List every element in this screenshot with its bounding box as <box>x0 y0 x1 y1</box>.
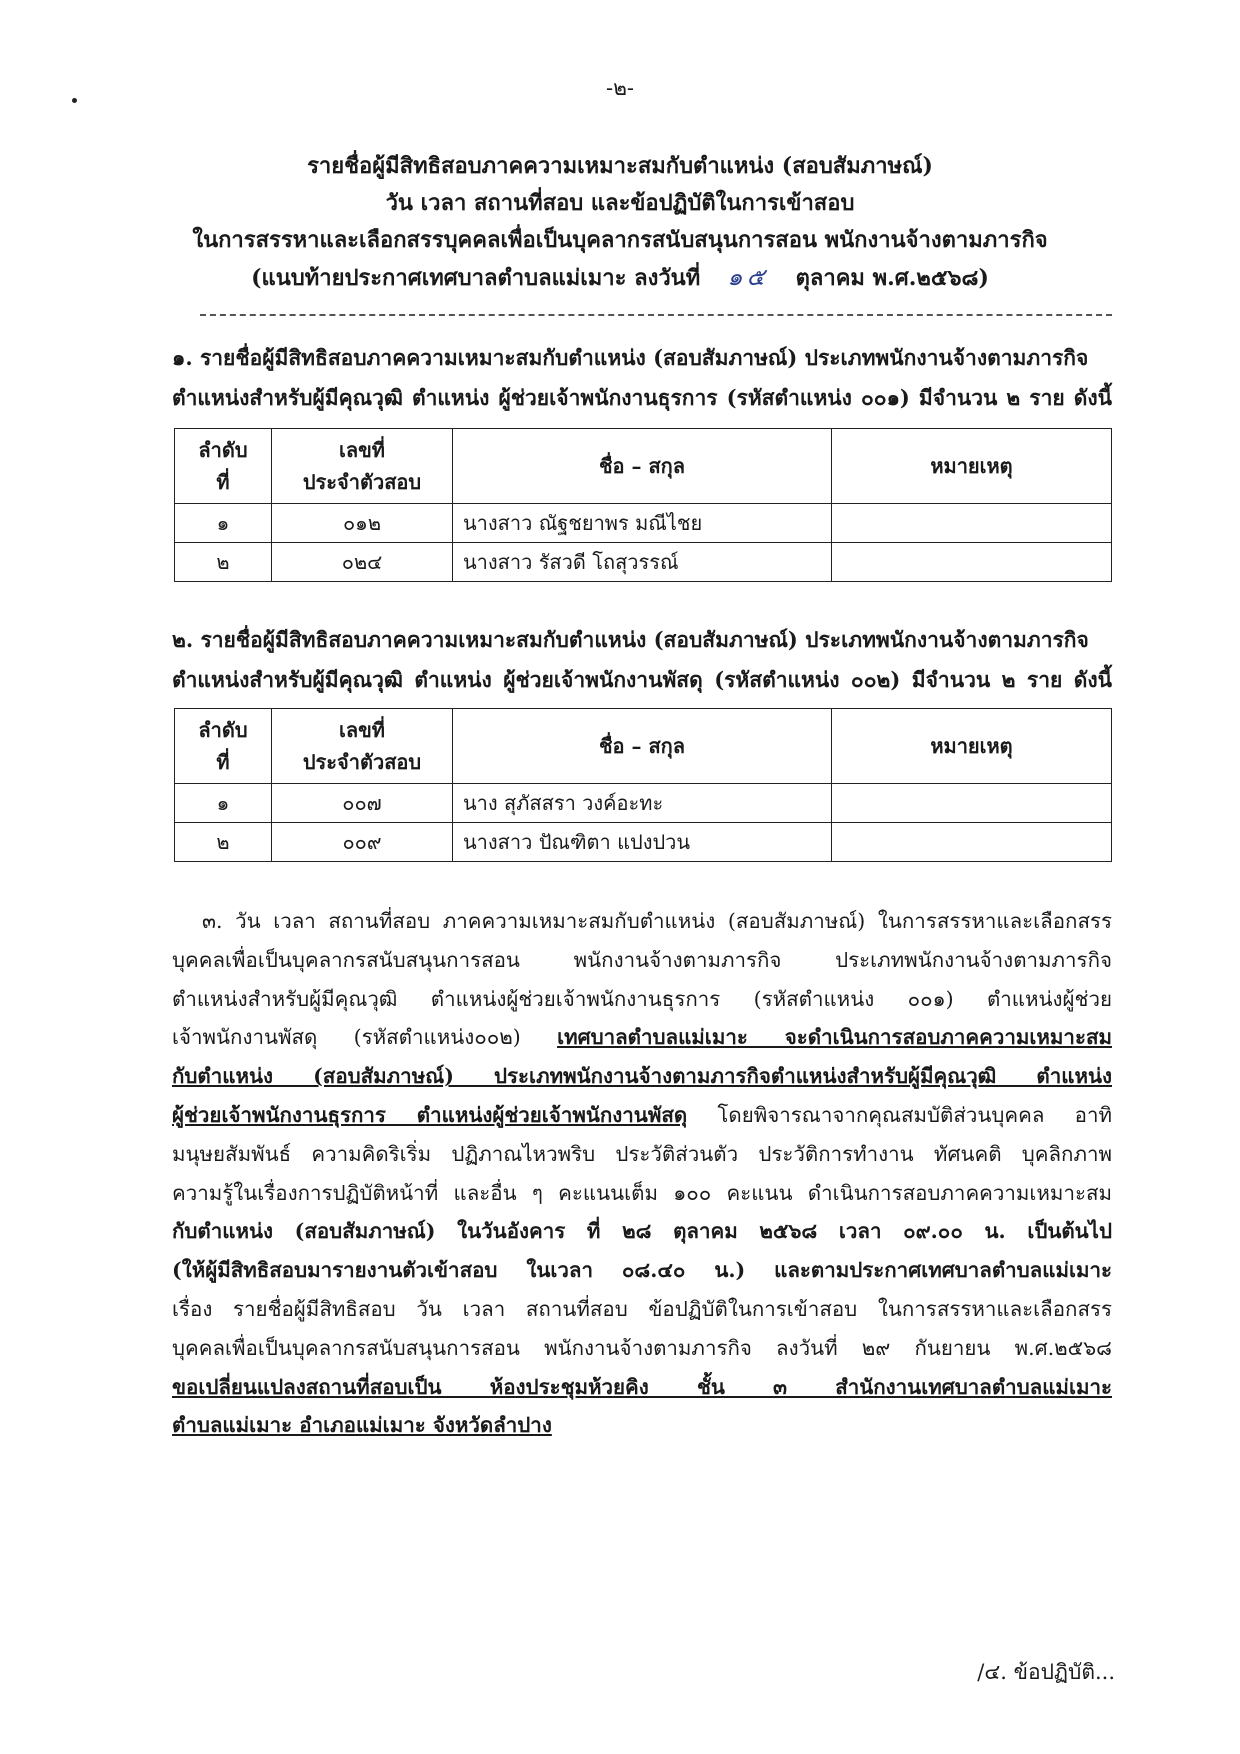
header-line-4 <box>0 259 1240 297</box>
section-3-line: เรื่อง รายชื่อผู้มีสิทธิสอบ วัน เวลา สถานที่สอบ ข้อปฏิบัติในการเข้าสอบ ในการสรรหาและเลือกสรร <box>172 1296 1112 1321</box>
cell-no: ๑ <box>175 504 272 543</box>
dashed-divider <box>200 314 1112 316</box>
section-3-line: (ให้ผู้มีสิทธิสอบมารายงานตัวเข้าสอบ ในเวลา ๐๘.๔๐ น.) และตามประกาศเทศบาลตำบลแม่เมาะ <box>172 1258 1112 1283</box>
column-header-note: หมายเหตุ <box>832 429 1112 504</box>
section-3-line <box>172 1368 1112 1407</box>
cell-note <box>832 784 1112 823</box>
table-header-row <box>175 709 1112 784</box>
table-row <box>175 823 1112 862</box>
section-1-table <box>174 428 1112 582</box>
section-2-heading <box>172 620 1112 700</box>
underlined-text: ตำบลแม่เมาะ อำเภอแม่เมาะ จังหวัดลำปาง <box>172 1413 552 1438</box>
cell-exam-id: ๐๐๗ <box>272 784 453 823</box>
column-header-exam-id: เลขที่ ประจำตัวสอบ <box>272 429 453 504</box>
table-row <box>175 504 1112 543</box>
cell-note <box>832 504 1112 543</box>
cell-name: นางสาว ณัฐชยาพร มณีไชย <box>453 504 832 543</box>
cell-no: ๒ <box>175 543 272 582</box>
section-3-line: เจ้าพนักงานพัสดุ (รหัสตำแหน่ง๐๐๒) เทศบาลตำบลแม่เมาะ จะดำเนินการสอบภาคความเหมาะสม <box>172 1025 1112 1050</box>
column-header-name: ชื่อ – สกุล <box>453 709 832 784</box>
section-3-line <box>172 1057 1112 1096</box>
column-header-name: ชื่อ – สกุล <box>453 429 832 504</box>
section-3-line: ความรู้ในเรื่องการปฏิบัติหน้าที่ และอื่น ๆ คะแนนเต็ม ๑๐๐ คะแนน ดำเนินการสอบภาคความเหมาะสม <box>172 1180 1112 1205</box>
section-2-heading-line-1: ๒. รายชื่อผู้มีสิทธิสอบภาคความเหมาะสมกับตำแหน่ง (สอบสัมภาษณ์) ประเภทพนักงานจ้างตามภารกิจ <box>172 627 1089 652</box>
section-1-heading-line-2: ตำแหน่งสำหรับผู้มีคุณวุฒิ ตำแหน่ง ผู้ช่วยเจ้าพนักงานธุรการ (รหัสตำแหน่ง ๐๐๑) มีจำนวน ๒ ราย ดังนี้ <box>172 385 1112 410</box>
cell-note <box>832 823 1112 862</box>
header-line-3: ในการสรรหาและเลือกสรรบุคคลเพื่อเป็นบุคลากรสนับสนุนการสอน พนักงานจ้างตามภารกิจ <box>192 227 1048 253</box>
cell-name: นางสาว รัสวดี โถสุวรรณ์ <box>453 543 832 582</box>
underlined-text: เทศบาลตำบลแม่เมาะ จะดำเนินการสอบภาคความเหมาะสม <box>557 1025 1112 1050</box>
section-3-line: ตำแหน่งสำหรับผู้มีคุณวุฒิ ตำแหน่งผู้ช่วยเจ้าพนักงานธุรการ (รหัสตำแหน่ง ๐๐๑) ตำแหน่งผู้ช่วย <box>172 986 1112 1011</box>
header-line-2: วัน เวลา สถานที่สอบ และข้อปฏิบัติในการเข้าสอบ <box>385 190 855 216</box>
header-line-4-prefix: (แนบท้ายประกาศเทศบาลตำบลแม่เมาะ ลงวันที่ <box>251 265 701 291</box>
section-3-line: บุคคลเพื่อเป็นบุคลากรสนับสนุนการสอน พนักงานจ้างตามภารกิจ ประเภทพนักงานจ้างตามภารกิจ <box>172 947 1112 972</box>
section-1-heading <box>172 338 1112 418</box>
underlined-text: ผู้ช่วยเจ้าพนักงานธุรการ ตำแหน่งผู้ช่วยเจ้าพนักงานพัสดุ <box>172 1102 688 1127</box>
table-row <box>175 543 1112 582</box>
section-3-line: มนุษยสัมพันธ์ ความคิดริเริ่ม ปฏิภาณไหวพริบ ประวัติส่วนตัว ประวัติการทำงาน ทัศนคติ บุคลิกภาพ <box>172 1141 1112 1166</box>
header-line-4-suffix: ตุลาคม พ.ศ.๒๕๖๘) <box>795 265 989 291</box>
cell-exam-id: ๐๒๔ <box>272 543 453 582</box>
underlined-text: กับตำแหน่ง (สอบสัมภาษณ์) ประเภทพนักงานจ้างตามภารกิจตำแหน่งสำหรับผู้มีคุณวุฒิ ตำแหน่ง <box>172 1064 1112 1089</box>
section-3-line: กับตำแหน่ง (สอบสัมภาษณ์) ในวันอังคาร ที่ ๒๘ ตุลาคม ๒๕๖๘ เวลา ๐๙.๐๐ น. เป็นต้นไป <box>172 1219 1112 1244</box>
cell-note <box>832 543 1112 582</box>
header-line-1: รายชื่อผู้มีสิทธิสอบภาคความเหมาะสมกับตำแหน่ง (สอบสัมภาษณ์) <box>307 153 933 179</box>
underlined-text: ขอเปลี่ยนแปลงสถานที่สอบเป็น ห้องประชุมห้วยคิง ชั้น ๓ สำนักงานเทศบาลตำบลแม่เมาะ <box>172 1374 1112 1399</box>
table-row <box>175 784 1112 823</box>
section-3-line: บุคคลเพื่อเป็นบุคลากรสนับสนุนการสอน พนักงานจ้างตามภารกิจ ลงวันที่ ๒๙ กันยายน พ.ศ.๒๕๖๘ <box>172 1335 1112 1360</box>
column-header-no: ลำดับ ที่ <box>175 429 272 504</box>
section-3-line: ๓. วัน เวลา สถานที่สอบ ภาคความเหมาะสมกับตำแหน่ง (สอบสัมภาษณ์) ในการสรรหาและเลือกสรร <box>202 909 1112 933</box>
section-2-heading-line-2: ตำแหน่งสำหรับผู้มีคุณวุฒิ ตำแหน่ง ผู้ช่วยเจ้าพนักงานพัสดุ (รหัสตำแหน่ง ๐๐๒) มีจำนวน ๒ ราย ดังนี้ <box>172 667 1112 692</box>
page-number: -๒- <box>605 76 635 100</box>
section-1-heading-line-1: ๑. รายชื่อผู้มีสิทธิสอบภาคความเหมาะสมกับตำแหน่ง (สอบสัมภาษณ์) ประเภทพนักงานจ้างตามภารกิจ <box>172 345 1089 370</box>
handwritten-date: ๑๕ <box>727 263 769 291</box>
column-header-exam-id: เลขที่ ประจำตัวสอบ <box>272 709 453 784</box>
column-header-note: หมายเหตุ <box>832 709 1112 784</box>
table-header-row <box>175 429 1112 504</box>
cell-no: ๑ <box>175 784 272 823</box>
cell-exam-id: ๐๐๙ <box>272 823 453 862</box>
cell-name: นาง สุภัสสรา วงค์อะทะ <box>453 784 832 823</box>
section-3-line <box>172 1406 1112 1445</box>
cell-no: ๒ <box>175 823 272 862</box>
cell-exam-id: ๐๑๒ <box>272 504 453 543</box>
section-3-paragraph <box>172 902 1112 1445</box>
column-header-no: ลำดับ ที่ <box>175 709 272 784</box>
section-3-line: ผู้ช่วยเจ้าพนักงานธุรการ ตำแหน่งผู้ช่วยเจ้าพนักงานพัสดุ โดยพิจารณาจากคุณสมบัติส่วนบุคคล อาทิ <box>172 1102 1112 1127</box>
continuation-note: /๔. ข้อปฏิบัติ... <box>977 1660 1115 1684</box>
section-2-table <box>174 708 1112 862</box>
cell-name: นางสาว ปัณฑิตา แปงปวน <box>453 823 832 862</box>
